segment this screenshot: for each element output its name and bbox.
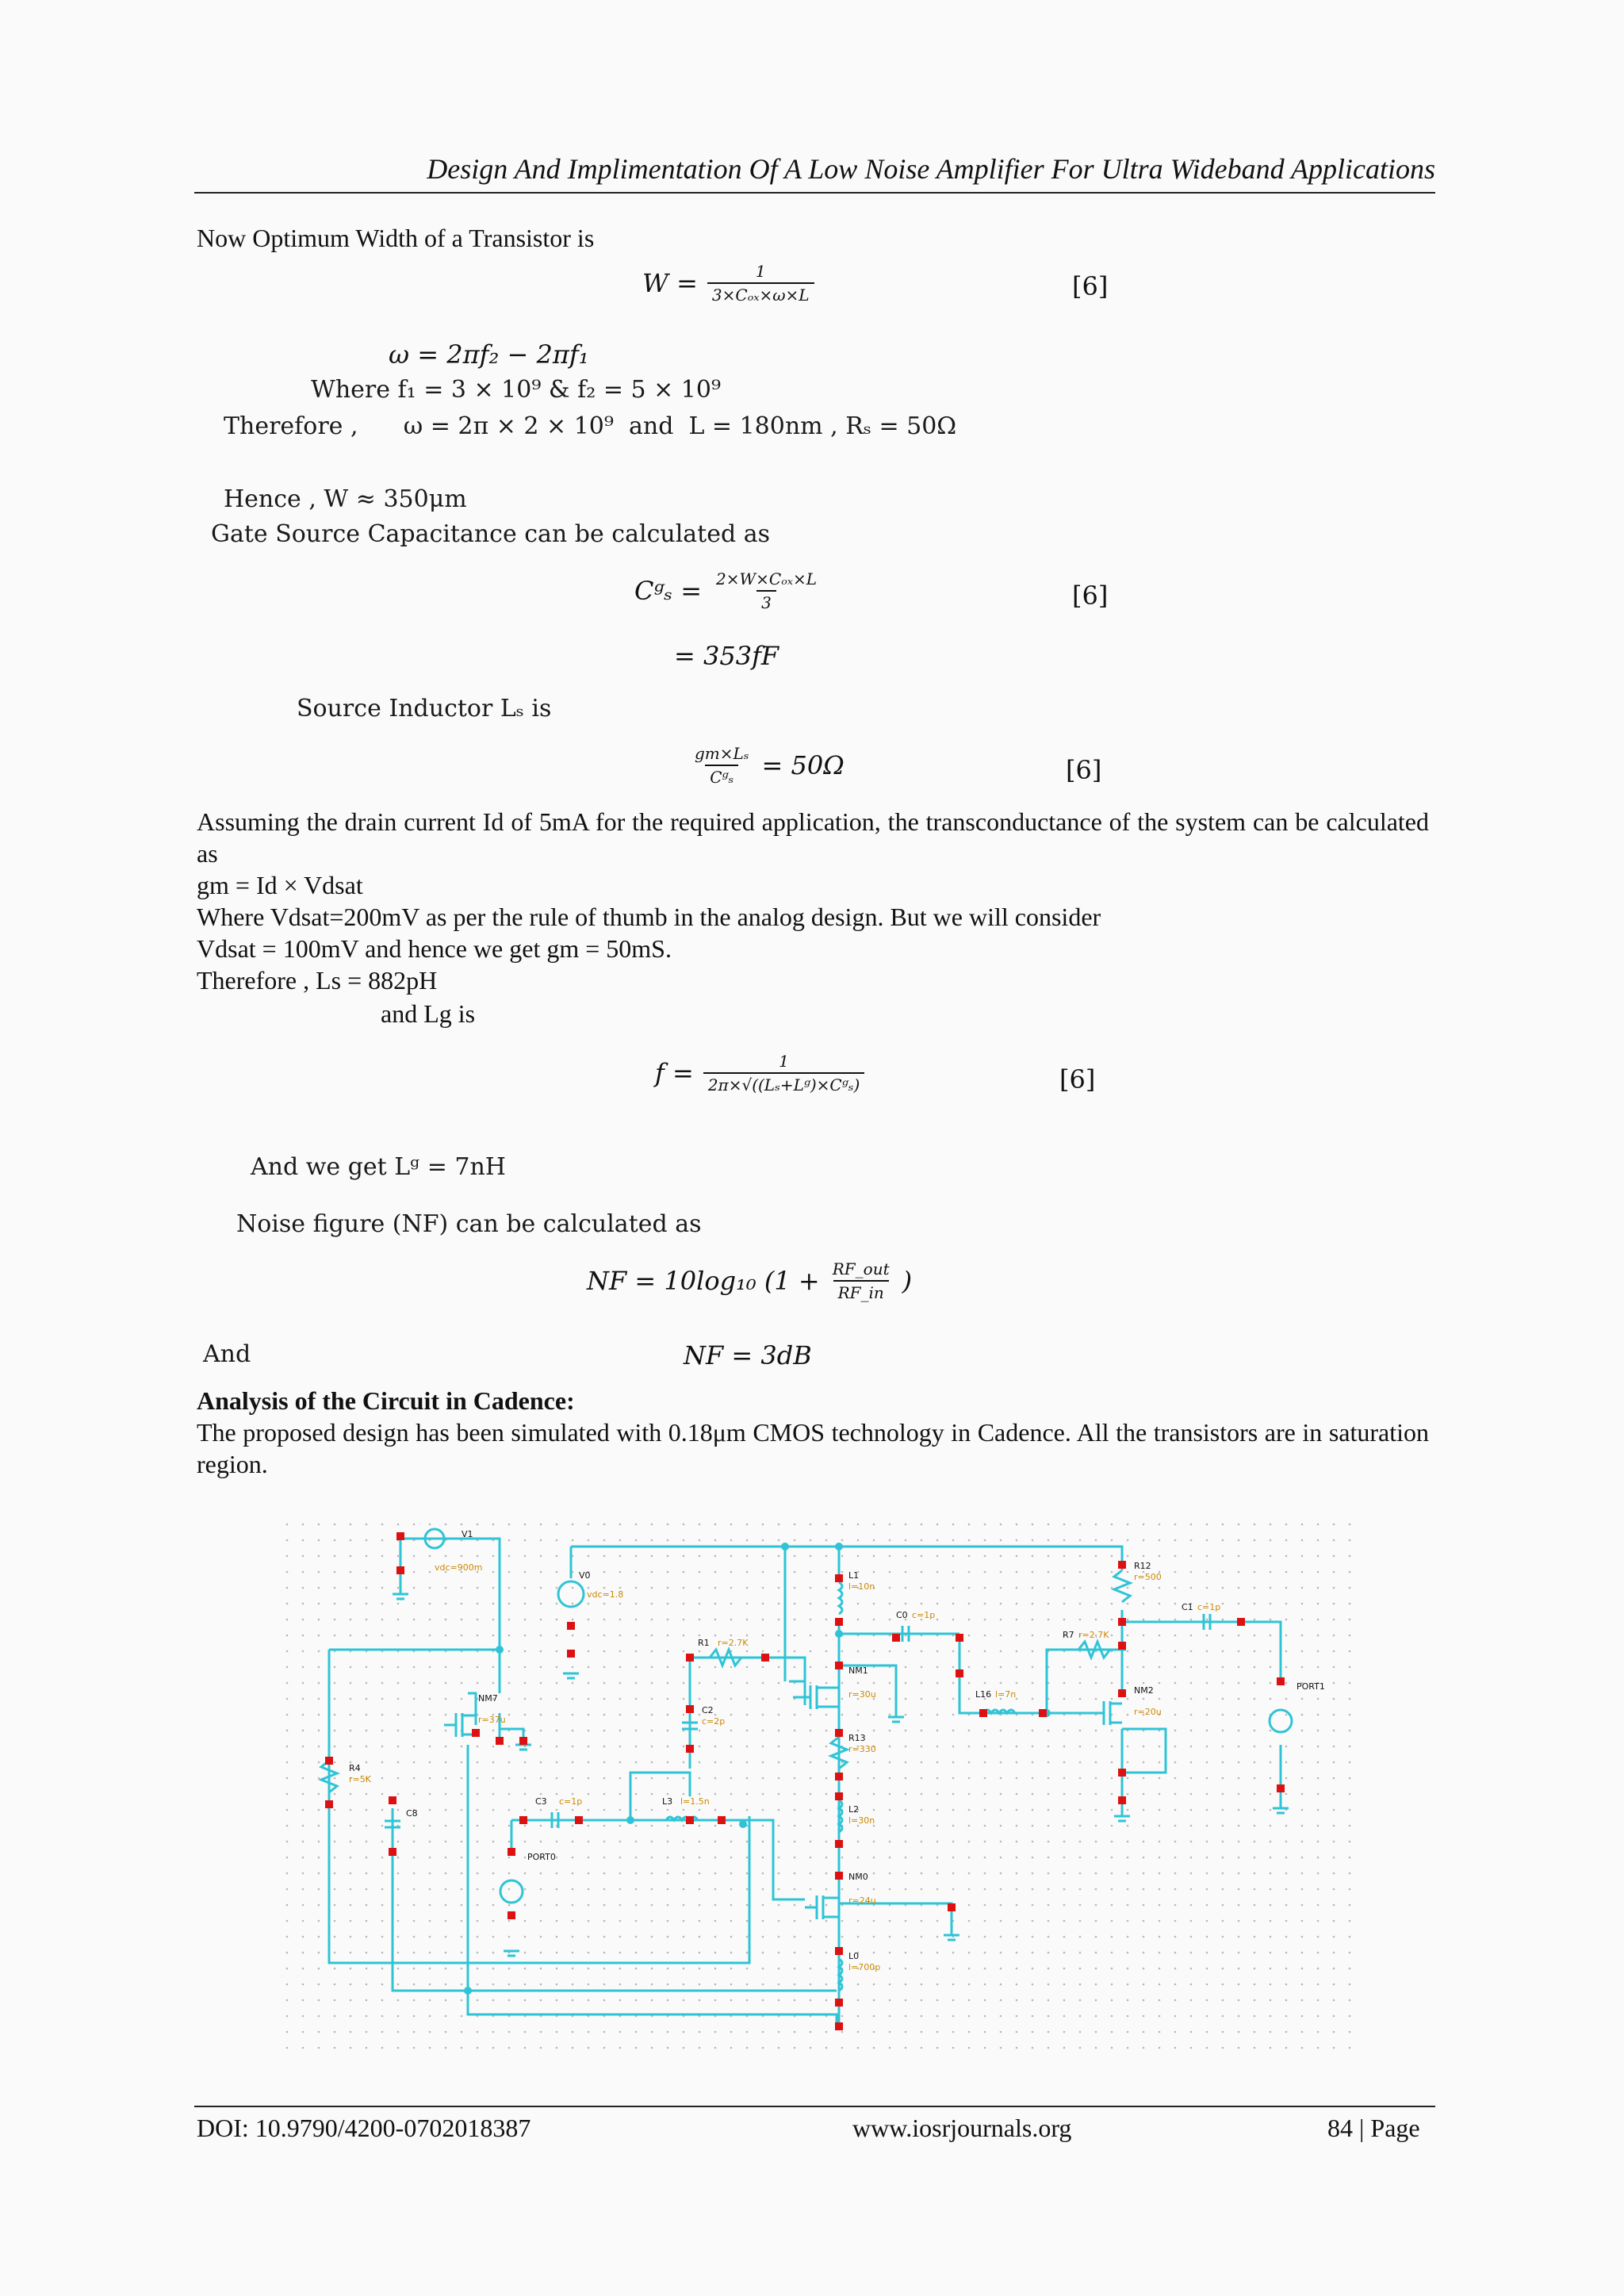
label-r4-val: r=5K	[349, 1774, 371, 1784]
label-c0-val: c=1p	[912, 1610, 936, 1620]
label-port0: PORT0	[527, 1852, 556, 1862]
label-port1: PORT1	[1297, 1681, 1325, 1692]
eq-nf-lhs: NF = 10log₁₀ (1 +	[587, 1266, 820, 1296]
label-l1: L1	[848, 1570, 860, 1581]
eq-w-den: 3×Cₒₓ×ω×L	[707, 282, 814, 305]
label-v0-val: vdc=1.8	[587, 1589, 624, 1600]
label-l2: L2	[848, 1804, 860, 1815]
eq-nf-fraction	[828, 1259, 894, 1302]
label-nm2: NM2	[1134, 1685, 1154, 1696]
eq-cgs-fraction	[711, 569, 822, 612]
assumption-paragraph: Assuming the drain current Id of 5mA for the required application, the transconductance of the system can be calculated as	[197, 807, 1429, 868]
footer-site: www.iosrjournals.org	[852, 2114, 1072, 2142]
eq-ls-fraction	[690, 744, 754, 787]
eq-cgs-den: 3	[756, 590, 776, 612]
label-l1-val: l=10n	[848, 1581, 875, 1592]
label-c1: C1	[1182, 1602, 1193, 1612]
eq-w-fraction	[707, 262, 814, 305]
equation-nf	[587, 1259, 912, 1302]
eq-ref: [6]	[1072, 581, 1109, 611]
eq-ref: [6]	[1072, 271, 1109, 301]
footer-page: 84 | Page	[1327, 2114, 1420, 2142]
proposed-paragraph: The proposed design has been simulated with 0.18μm CMOS technology in Cadence. All the transistors are in saturation region.	[197, 1418, 1429, 1478]
label-nm1-val: r=30u	[848, 1689, 876, 1700]
eq-f-lhs: f =	[655, 1058, 694, 1088]
label-l2-val: l=30n	[848, 1815, 875, 1826]
equation-width	[642, 262, 814, 305]
label-c2: C2	[702, 1705, 714, 1715]
ls-value: Therefore , Ls = 882pH	[197, 966, 438, 995]
label-lg-val: l=7n	[995, 1689, 1017, 1700]
label-nm7-val: r=37u	[478, 1715, 506, 1725]
label-nm7: NM7	[478, 1693, 498, 1704]
label-v1: V1	[462, 1529, 473, 1539]
label-c3: C3	[535, 1796, 547, 1807]
label-r7: R7	[1063, 1630, 1074, 1640]
label-r1-val: r=2.7K	[718, 1638, 749, 1648]
equation-gm: gm = Id × Vdsat	[197, 871, 363, 899]
label-r4: R4	[349, 1763, 361, 1773]
eq-ls-den: Cᵍₛ	[705, 765, 738, 787]
and-text: And	[203, 1340, 251, 1368]
eq-w-num: 1	[755, 262, 766, 281]
header-rule	[194, 192, 1435, 194]
label-c0: C0	[896, 1610, 908, 1620]
label-r7-val: r=2.7K	[1078, 1630, 1109, 1640]
label-nm0-val: r=24u	[848, 1895, 876, 1906]
eq-cgs-lhs: Cᵍₛ =	[634, 576, 703, 606]
label-l3-val: l=1.5n	[680, 1796, 710, 1807]
equation-ls	[690, 744, 845, 787]
lg-intro: and Lg is	[381, 999, 476, 1028]
label-v0: V0	[579, 1570, 591, 1581]
label-lg: L16	[975, 1689, 992, 1700]
label-r13-val: r=330	[848, 1744, 876, 1754]
eq-nf-num: RF_out	[832, 1259, 890, 1278]
label-l0: L0	[848, 1951, 860, 1961]
vdsat-paragraph: Where Vdsat=200mV as per the rule of thumb in the analog design. But we will consider	[197, 903, 1101, 931]
label-r12: R12	[1134, 1561, 1151, 1571]
label-r1: R1	[698, 1638, 710, 1648]
equation-lg: And we get Lᵍ = 7nH	[251, 1153, 506, 1181]
eq-f-fraction	[703, 1052, 864, 1094]
footer-doi: DOI: 10.9790/4200-0702018387	[197, 2114, 531, 2142]
label-nm1: NM1	[848, 1665, 868, 1676]
running-header: Design And Implimentation Of A Low Noise Amplifier For Ultra Wideband Applications	[427, 153, 1435, 185]
equation-cgs	[634, 569, 822, 612]
label-l0-val: l=700p	[848, 1962, 881, 1972]
equation-where: Where f₁ = 3 × 10⁹ & f₂ = 5 × 10⁹	[311, 376, 721, 404]
label-c8: C8	[406, 1808, 418, 1819]
label-nm0: NM0	[848, 1872, 868, 1882]
eq-nf-den: RF_in	[833, 1280, 889, 1302]
label-r13: R13	[848, 1733, 866, 1743]
equation-nf-value: NF = 3dB	[684, 1340, 812, 1370]
eq-f-num: 1	[779, 1052, 789, 1071]
label-c2-val: c=2p	[702, 1716, 726, 1727]
eq-ref: [6]	[1066, 755, 1102, 785]
width-intro: Now Optimum Width of a Transistor is	[197, 224, 595, 252]
label-v1-val: vdc=900m	[435, 1562, 483, 1573]
section-heading: Analysis of the Circuit in Cadence:	[197, 1386, 575, 1415]
label-l3: L3	[662, 1796, 673, 1807]
vdsat-value: Vdsat = 100mV and hence we get gm = 50mS.	[197, 934, 672, 963]
eq-ls-rhs: = 50Ω	[761, 750, 845, 780]
eq-w-lhs: W =	[642, 268, 698, 298]
schematic-grid	[282, 1515, 1352, 2062]
label-c1-val: c=1p	[1197, 1602, 1221, 1612]
cadence-schematic	[278, 1511, 1356, 2066]
eq-ls-num: gm×Lₛ	[695, 744, 749, 763]
eq-nf-close: )	[902, 1266, 913, 1296]
equation-therefore: Therefore , ω = 2π × 2 × 10⁹ and L = 180nm , Rₛ = 50Ω	[224, 412, 957, 440]
eq-ref: [6]	[1059, 1064, 1096, 1094]
eq-cgs-num: 2×W×Cₒₓ×L	[716, 569, 817, 588]
eq-f-den: 2π×√((Lₛ+Lᵍ)×Cᵍₛ)	[703, 1072, 864, 1094]
equation-omega: ω = 2πf₂ − 2πf₁	[389, 339, 589, 370]
gate-source-text: Gate Source Capacitance can be calculated as	[211, 520, 770, 548]
equation-frequency	[655, 1052, 864, 1094]
source-inductor-text: Source Inductor Lₛ is	[297, 695, 552, 723]
equation-hence: Hence , W ≈ 350μm	[224, 485, 467, 513]
equation-cgs-value: = 353fF	[674, 641, 779, 671]
label-r12-val: r=500	[1134, 1572, 1162, 1582]
label-nm2-val: r=20u	[1134, 1707, 1162, 1717]
footer-rule	[194, 2106, 1435, 2107]
label-c3-val: c=1p	[559, 1796, 583, 1807]
noise-figure-text: Noise figure (NF) can be calculated as	[236, 1210, 702, 1238]
